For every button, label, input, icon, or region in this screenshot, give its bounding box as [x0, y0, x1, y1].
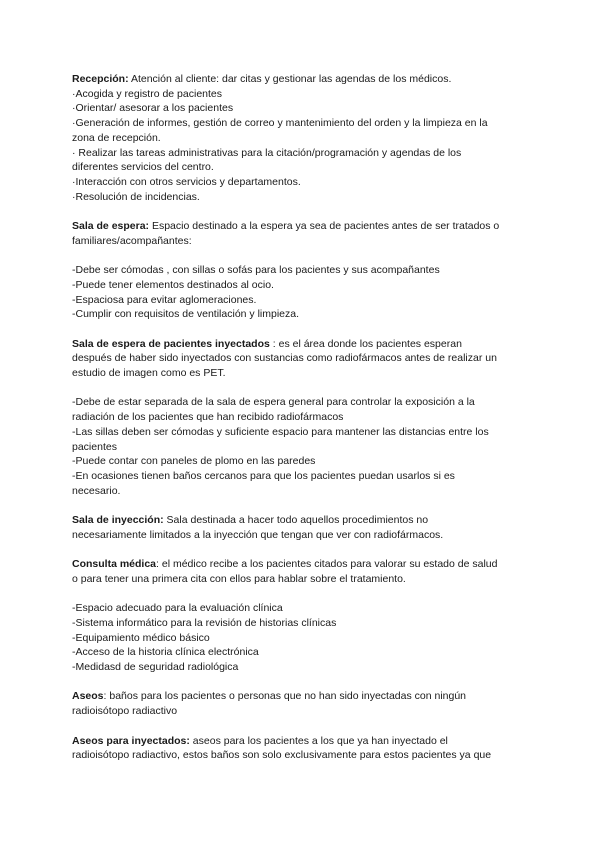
- sala-inyectados-intro: : es el área donde los pacientes esperan: [269, 337, 462, 350]
- recepcion-line: ·Resolución de incidencias.: [72, 190, 200, 203]
- sala-inyeccion-intro-line: necesariamente limitados a la inyección que tengan que ver con radiofármacos.: [72, 528, 444, 541]
- section-aseos: [72, 689, 532, 718]
- recepcion-intro: Atención al cliente: dar citas y gestionar las agendas de los médicos.: [128, 73, 452, 85]
- list-item: -Equipamiento médico básico: [72, 631, 210, 644]
- sala-inyeccion-heading: Sala de inyección:: [72, 514, 164, 527]
- list-item: radiación de los pacientes que han recibido radiofármacos: [72, 411, 344, 424]
- list-item: -Debe de estar separada de la sala de espera general para controlar la exposición a la: [72, 396, 475, 409]
- consulta-heading: Consulta médica: [72, 558, 157, 571]
- sala-inyectados-intro-line: estudio de imagen como es PET.: [72, 367, 226, 380]
- section-sala-espera: [72, 219, 532, 248]
- list-item: -Debe ser cómodas , con sillas o sofás para los pacientes y sus acompañantes: [72, 264, 440, 277]
- sala-inyeccion-intro: Sala destinada a hacer todo aquellos procedimientos no: [163, 514, 429, 527]
- aseos-intro: : baños para los pacientes o personas que no han sido inyectadas con ningún: [103, 690, 467, 703]
- sala-espera-list: [72, 263, 532, 322]
- sala-inyectados-list: [72, 395, 532, 498]
- list-item: -Medidasd de seguridad radiológica: [72, 661, 239, 674]
- list-item: -Acceso de la historia clínica electrónica: [72, 646, 259, 659]
- consulta-list: [72, 601, 532, 675]
- sala-espera-intro-line: familiares/acompañantes:: [72, 234, 192, 247]
- list-item: -Cumplir con requisitos de ventilación y limpieza.: [72, 308, 300, 321]
- sala-espera-heading: Sala de espera:: [72, 220, 150, 233]
- recepcion-line: ·Interacción con otros servicios y departamentos.: [72, 175, 301, 188]
- list-item: -Puede contar con paneles de plomo en las paredes: [72, 455, 316, 468]
- recepcion-line: ·Orientar/ asesorar a los pacientes: [72, 102, 234, 115]
- consulta-intro-line: o para tener una primera cita con ellos para hablar sobre el tratamiento.: [72, 572, 406, 585]
- consulta-intro: : el médico recibe a los pacientes citados para valorar su estado de salud: [156, 558, 498, 571]
- aseos-heading: Aseos: [72, 690, 104, 703]
- aseos-inyectados-intro-line: radioisótopo radiactivo, estos baños son solo exclusivamente para estos pacientes ya que: [72, 749, 492, 762]
- recepcion-heading: Recepción:: [72, 73, 129, 85]
- recepcion-line: diferentes servicios del centro.: [72, 161, 214, 174]
- list-item: -Las sillas deben ser cómodas y suficiente espacio para mantener las distancias entre los: [72, 425, 489, 438]
- consulta-intro-line: [72, 557, 532, 572]
- list-item: -Espacio adecuado para la evaluación clínica: [72, 602, 283, 615]
- section-sala-inyeccion: [72, 513, 532, 542]
- list-item: pacientes: [72, 440, 117, 453]
- section-aseos-inyectados: [72, 734, 532, 763]
- recepcion-intro-line: [72, 72, 532, 87]
- aseos-inyectados-intro-line: [72, 734, 532, 749]
- recepcion-line: zona de recepción.: [72, 131, 161, 144]
- aseos-intro-line: radioisótopo radiactivo: [72, 705, 178, 718]
- recepcion-line: · Realizar las tareas administrativas para la citación/programación y agendas de los: [72, 146, 462, 159]
- sala-espera-intro: Espacio destinado a la espera ya sea de pacientes antes de ser tratados o: [149, 220, 500, 233]
- list-item: -Espaciosa para evitar aglomeraciones.: [72, 293, 257, 306]
- sala-inyectados-heading: Sala de espera de pacientes inyectados: [72, 337, 270, 350]
- aseos-inyectados-intro: aseos para los pacientes a los que ya han inyectado el: [189, 734, 448, 747]
- sala-inyectados-intro-line: después de haber sido inyectados con sustancias como radiofármacos antes de realizar un: [72, 352, 497, 365]
- sala-inyeccion-intro-line: [72, 513, 532, 528]
- aseos-inyectados-heading: Aseos para inyectados:: [72, 734, 190, 747]
- list-item: -Puede tener elementos destinados al ocio.: [72, 278, 274, 291]
- sala-inyectados-intro-line: [72, 337, 532, 352]
- list-item: -Sistema informático para la revisión de historias clínicas: [72, 616, 337, 629]
- recepcion-line: ·Generación de informes, gestión de correo y mantenimiento del orden y la limpieza en la: [72, 117, 488, 130]
- section-recepcion: [72, 72, 532, 204]
- list-item: necesario.: [72, 484, 121, 497]
- section-consulta: [72, 557, 532, 586]
- aseos-intro-line: [72, 689, 532, 704]
- section-sala-inyectados: [72, 337, 532, 381]
- document-body: [72, 72, 532, 778]
- recepcion-line: ·Acogida y registro de pacientes: [72, 87, 222, 100]
- list-item: -En ocasiones tienen baños cercanos para que los pacientes puedan usarlos si es: [72, 469, 455, 482]
- sala-espera-intro-line: [72, 219, 532, 234]
